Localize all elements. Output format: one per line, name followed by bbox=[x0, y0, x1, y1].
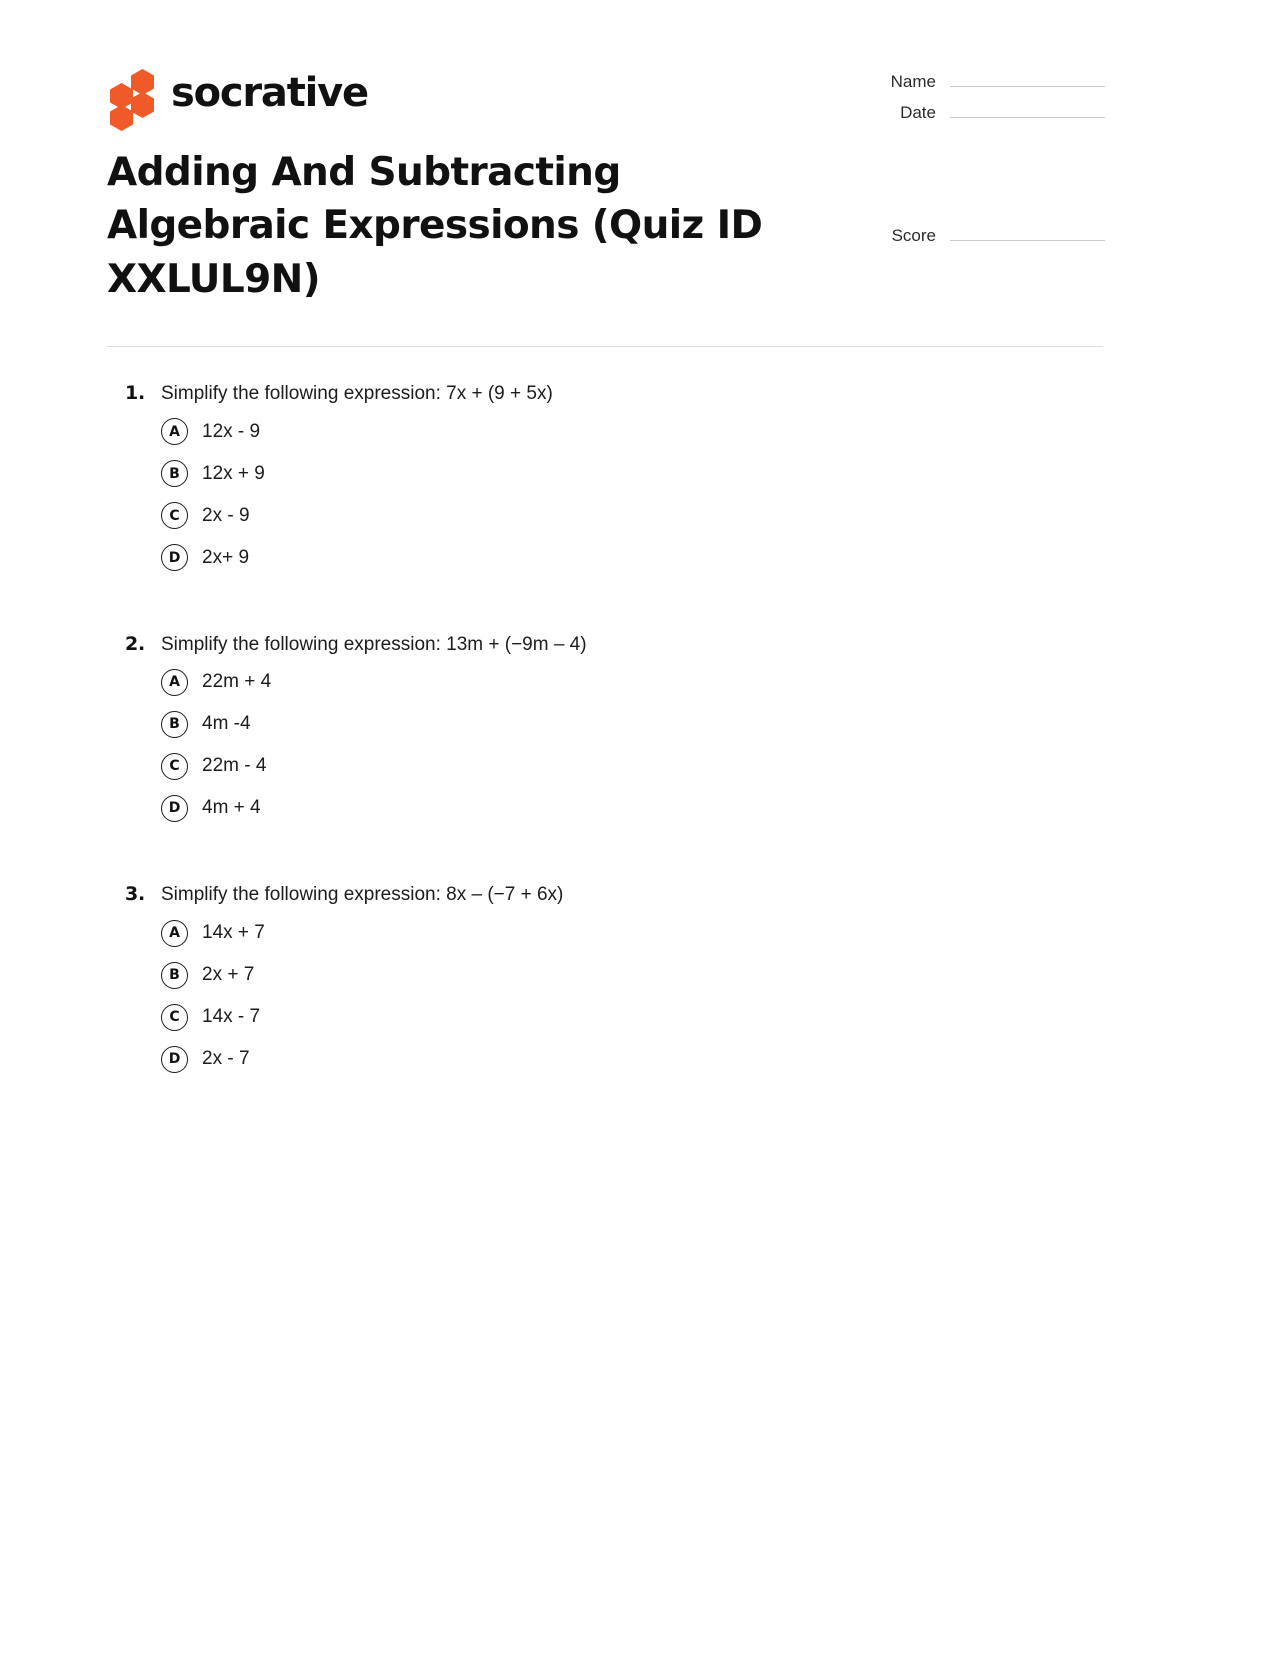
choice-text: 14x - 7 bbox=[202, 1006, 261, 1028]
question-number: 2. bbox=[124, 632, 145, 655]
choice-option[interactable] bbox=[107, 959, 1103, 991]
choice-text: 12x + 9 bbox=[202, 462, 265, 484]
choice-bubble[interactable]: A bbox=[161, 418, 188, 445]
score-input-line[interactable] bbox=[950, 226, 1105, 241]
question-prompt: Simplify the following expression: 13m + (−9m – 4) bbox=[161, 633, 587, 655]
choice-option[interactable] bbox=[107, 1001, 1103, 1033]
choice-text: 12x - 9 bbox=[202, 420, 261, 442]
score-field-row bbox=[870, 226, 1105, 246]
student-meta-fields bbox=[870, 72, 1105, 134]
question-number: 3. bbox=[124, 883, 145, 906]
choice-option[interactable] bbox=[107, 1043, 1103, 1075]
choices-list bbox=[107, 416, 1103, 574]
question-item bbox=[107, 632, 1103, 825]
name-input-line[interactable] bbox=[950, 72, 1105, 87]
choice-text: 14x + 7 bbox=[202, 922, 265, 944]
choice-bubble[interactable]: D bbox=[161, 795, 188, 822]
question-header bbox=[107, 882, 1103, 909]
date-field-row bbox=[870, 103, 1105, 123]
choice-text: 2x + 7 bbox=[202, 964, 255, 986]
hexagon-icon bbox=[131, 92, 154, 118]
choices-list bbox=[107, 917, 1103, 1075]
choice-option[interactable] bbox=[107, 792, 1103, 824]
choice-text: 22m + 4 bbox=[202, 671, 272, 693]
choice-option[interactable] bbox=[107, 542, 1103, 574]
choice-text: 2x - 9 bbox=[202, 504, 250, 526]
choice-option[interactable] bbox=[107, 458, 1103, 490]
choice-option[interactable] bbox=[107, 416, 1103, 448]
choice-bubble[interactable]: A bbox=[161, 669, 188, 696]
choice-bubble[interactable]: B bbox=[161, 711, 188, 738]
question-prompt: Simplify the following expression: 7x + (9 + 5x) bbox=[161, 383, 553, 405]
choice-bubble[interactable]: B bbox=[161, 962, 188, 989]
hexagon-cluster-icon bbox=[107, 67, 157, 119]
question-number: 1. bbox=[124, 382, 145, 405]
score-label: Score bbox=[891, 226, 936, 245]
question-item bbox=[107, 381, 1103, 574]
choice-text: 2x - 7 bbox=[202, 1048, 250, 1070]
question-item bbox=[107, 882, 1103, 1075]
date-input-line[interactable] bbox=[950, 103, 1105, 118]
choice-bubble[interactable]: C bbox=[161, 753, 188, 780]
question-header bbox=[107, 632, 1103, 659]
choice-bubble[interactable]: B bbox=[161, 460, 188, 487]
page-title: Adding And Subtracting Algebraic Expressions (Quiz ID XXLUL9N) bbox=[107, 150, 763, 302]
brand-wordmark: socrative bbox=[171, 70, 368, 116]
title-area bbox=[0, 124, 807, 306]
choice-text: 4m -4 bbox=[202, 713, 251, 735]
hexagon-icon bbox=[131, 69, 154, 95]
choice-option[interactable] bbox=[107, 917, 1103, 949]
choice-text: 22m - 4 bbox=[202, 755, 267, 777]
choice-bubble[interactable]: A bbox=[161, 920, 188, 947]
name-label: Name bbox=[890, 72, 936, 91]
choice-bubble[interactable]: D bbox=[161, 544, 188, 571]
choice-option[interactable] bbox=[107, 750, 1103, 782]
name-field-row bbox=[870, 72, 1105, 92]
choice-text: 2x+ 9 bbox=[202, 546, 250, 568]
choices-list bbox=[107, 666, 1103, 824]
choice-bubble[interactable]: D bbox=[161, 1046, 188, 1073]
choice-option[interactable] bbox=[107, 500, 1103, 532]
question-header bbox=[107, 381, 1103, 408]
choice-option[interactable] bbox=[107, 666, 1103, 698]
choice-text: 4m + 4 bbox=[202, 797, 261, 819]
choice-bubble[interactable]: C bbox=[161, 1004, 188, 1031]
choice-option[interactable] bbox=[107, 708, 1103, 740]
questions-list bbox=[0, 347, 1275, 1075]
choice-bubble[interactable]: C bbox=[161, 502, 188, 529]
question-prompt: Simplify the following expression: 8x – (−7 + 6x) bbox=[161, 884, 564, 906]
score-field-block bbox=[870, 226, 1105, 257]
date-label: Date bbox=[900, 103, 936, 122]
